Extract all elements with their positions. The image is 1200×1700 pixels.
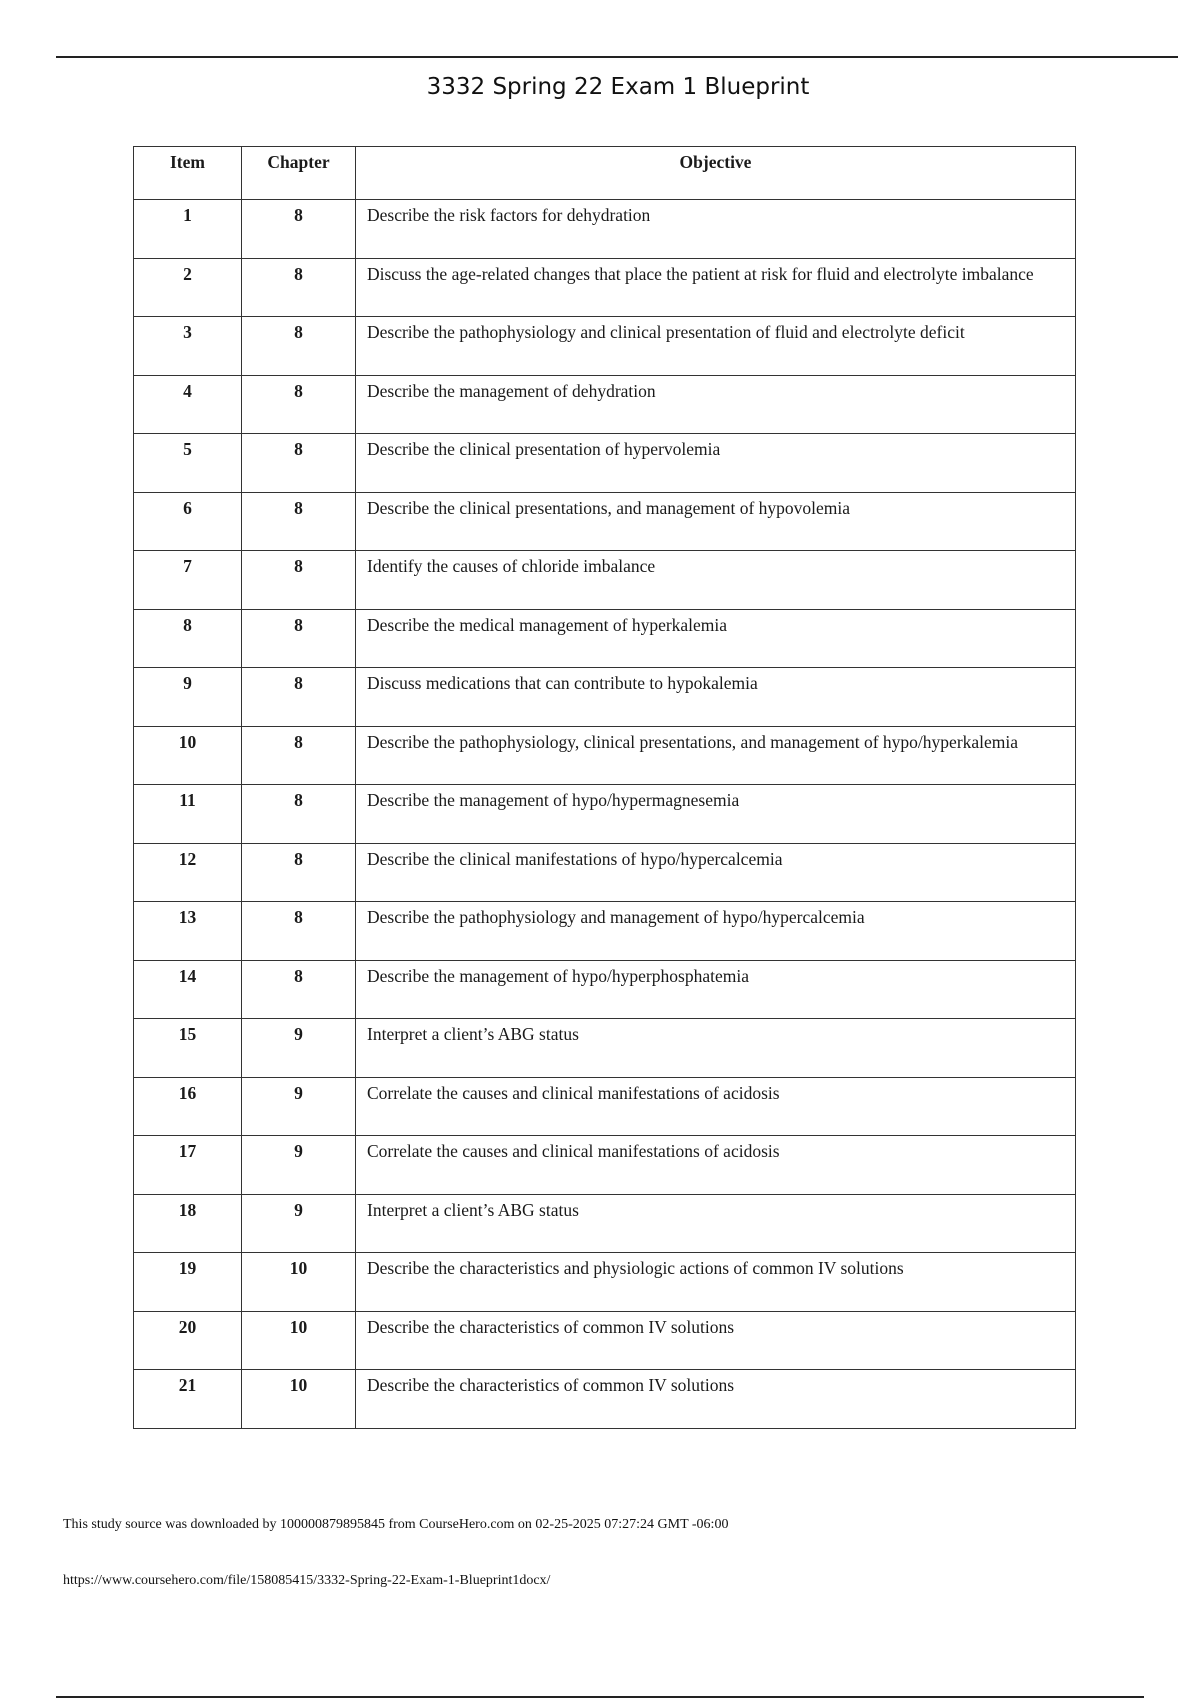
cell-objective: Correlate the causes and clinical manifestations of acidosis <box>356 1077 1076 1136</box>
cell-item: 2 <box>134 258 242 317</box>
page-title: 3332 Spring 22 Exam 1 Blueprint <box>426 74 810 100</box>
cell-chapter: 9 <box>242 1136 356 1195</box>
table-row <box>134 668 1076 727</box>
cell-chapter: 10 <box>242 1253 356 1312</box>
bottom-rule <box>56 1696 1144 1698</box>
cell-objective: Interpret a client’s ABG status <box>356 1194 1076 1253</box>
cell-objective: Correlate the causes and clinical manifestations of acidosis <box>356 1136 1076 1195</box>
table-row <box>134 1370 1076 1429</box>
table-row <box>134 1077 1076 1136</box>
cell-chapter: 8 <box>242 317 356 376</box>
cell-item: 20 <box>134 1311 242 1370</box>
cell-objective: Describe the risk factors for dehydration <box>356 200 1076 259</box>
cell-chapter: 8 <box>242 609 356 668</box>
cell-chapter: 10 <box>242 1311 356 1370</box>
cell-item: 5 <box>134 434 242 493</box>
cell-objective: Describe the management of dehydration <box>356 375 1076 434</box>
cell-item: 3 <box>134 317 242 376</box>
cell-chapter: 8 <box>242 785 356 844</box>
cell-chapter: 8 <box>242 960 356 1019</box>
cell-chapter: 8 <box>242 902 356 961</box>
table-row <box>134 551 1076 610</box>
download-notice: This study source was downloaded by 100000879895845 from CourseHero.com on 02-25-2025 07:27:24 GMT -06:00 <box>63 1517 729 1532</box>
cell-chapter: 8 <box>242 843 356 902</box>
cell-chapter: 8 <box>242 492 356 551</box>
cell-item: 21 <box>134 1370 242 1429</box>
cell-item: 14 <box>134 960 242 1019</box>
table-row <box>134 258 1076 317</box>
cell-chapter: 8 <box>242 551 356 610</box>
table-row <box>134 843 1076 902</box>
cell-chapter: 8 <box>242 258 356 317</box>
cell-item: 17 <box>134 1136 242 1195</box>
table-row <box>134 200 1076 259</box>
table-row <box>134 1136 1076 1195</box>
cell-objective: Describe the clinical manifestations of hypo/hypercalcemia <box>356 843 1076 902</box>
cell-objective: Describe the pathophysiology, clinical presentations, and management of hypo/hyperkalemia <box>356 726 1076 785</box>
header-objective: Objective <box>356 147 1076 200</box>
cell-chapter: 8 <box>242 200 356 259</box>
table-row <box>134 1253 1076 1312</box>
table-row <box>134 785 1076 844</box>
cell-item: 1 <box>134 200 242 259</box>
table-body <box>134 200 1076 1429</box>
cell-objective: Describe the pathophysiology and management of hypo/hypercalcemia <box>356 902 1076 961</box>
cell-chapter: 8 <box>242 375 356 434</box>
cell-objective: Describe the pathophysiology and clinical presentation of fluid and electrolyte deficit <box>356 317 1076 376</box>
header-chapter: Chapter <box>242 147 356 200</box>
table-row <box>134 609 1076 668</box>
cell-objective: Describe the management of hypo/hyperphosphatemia <box>356 960 1076 1019</box>
table-row <box>134 492 1076 551</box>
table-row <box>134 902 1076 961</box>
cell-chapter: 8 <box>242 726 356 785</box>
cell-objective: Describe the management of hypo/hypermagnesemia <box>356 785 1076 844</box>
cell-chapter: 8 <box>242 434 356 493</box>
table-row <box>134 960 1076 1019</box>
source-url[interactable]: https://www.coursehero.com/file/158085415/3332-Spring-22-Exam-1-Blueprint1docx/ <box>63 1573 551 1588</box>
table-row <box>134 1311 1076 1370</box>
header-item: Item <box>134 147 242 200</box>
cell-chapter: 9 <box>242 1194 356 1253</box>
table-row <box>134 1019 1076 1078</box>
cell-objective: Discuss the age-related changes that place the patient at risk for fluid and electrolyte imbalance <box>356 258 1076 317</box>
cell-item: 16 <box>134 1077 242 1136</box>
cell-objective: Identify the causes of chloride imbalance <box>356 551 1076 610</box>
table-row <box>134 726 1076 785</box>
cell-objective: Describe the characteristics of common IV solutions <box>356 1370 1076 1429</box>
cell-objective: Interpret a client’s ABG status <box>356 1019 1076 1078</box>
cell-chapter: 9 <box>242 1019 356 1078</box>
cell-chapter: 8 <box>242 668 356 727</box>
cell-chapter: 10 <box>242 1370 356 1429</box>
cell-item: 12 <box>134 843 242 902</box>
cell-objective: Describe the medical management of hyperkalemia <box>356 609 1076 668</box>
cell-item: 10 <box>134 726 242 785</box>
cell-item: 11 <box>134 785 242 844</box>
cell-item: 4 <box>134 375 242 434</box>
cell-item: 6 <box>134 492 242 551</box>
table-row <box>134 317 1076 376</box>
cell-objective: Describe the clinical presentations, and management of hypovolemia <box>356 492 1076 551</box>
cell-item: 15 <box>134 1019 242 1078</box>
cell-item: 9 <box>134 668 242 727</box>
cell-item: 13 <box>134 902 242 961</box>
table-header-row <box>134 147 1076 200</box>
cell-objective: Describe the clinical presentation of hypervolemia <box>356 434 1076 493</box>
top-rule <box>56 56 1178 58</box>
cell-objective: Discuss medications that can contribute to hypokalemia <box>356 668 1076 727</box>
table-row <box>134 375 1076 434</box>
blueprint-table <box>133 146 1076 1429</box>
cell-item: 19 <box>134 1253 242 1312</box>
cell-item: 7 <box>134 551 242 610</box>
cell-item: 8 <box>134 609 242 668</box>
cell-objective: Describe the characteristics and physiologic actions of common IV solutions <box>356 1253 1076 1312</box>
table-row <box>134 1194 1076 1253</box>
cell-objective: Describe the characteristics of common IV solutions <box>356 1311 1076 1370</box>
table-row <box>134 434 1076 493</box>
cell-item: 18 <box>134 1194 242 1253</box>
cell-chapter: 9 <box>242 1077 356 1136</box>
